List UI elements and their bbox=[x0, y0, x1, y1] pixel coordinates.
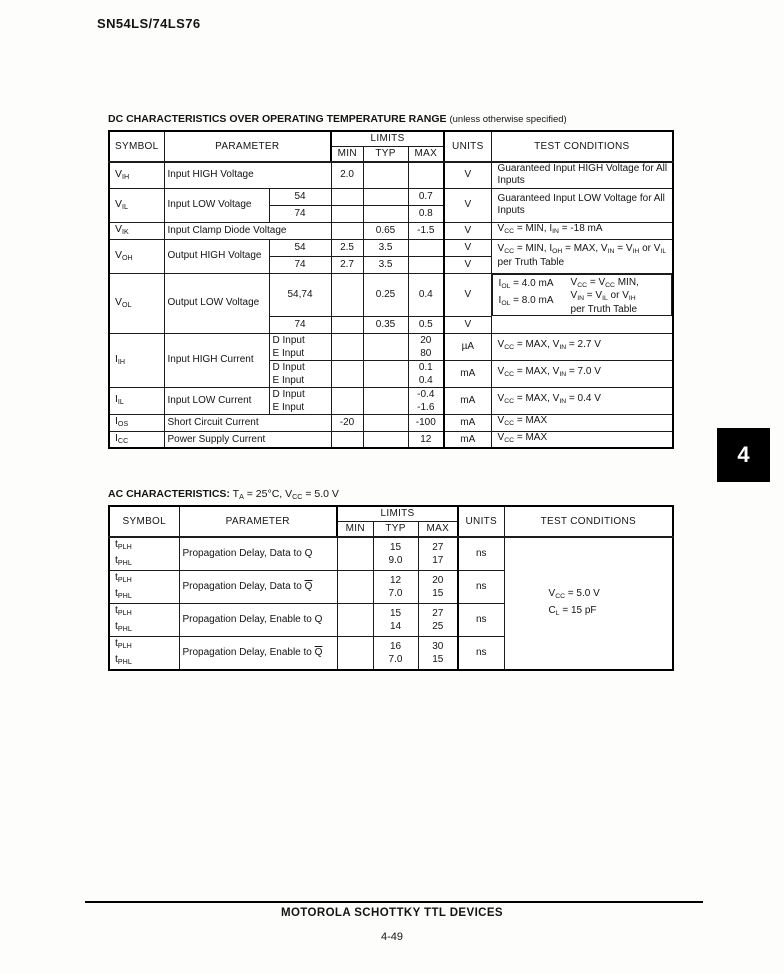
units-cell: V bbox=[444, 222, 491, 239]
max-line1: 20 bbox=[432, 574, 444, 586]
symbol-cell bbox=[109, 603, 179, 636]
max-line1: -0.4 bbox=[417, 388, 435, 400]
parameter-cell: Output HIGH Voltage bbox=[164, 239, 269, 273]
parameter-cell: Input HIGH Voltage bbox=[164, 162, 331, 188]
units-cell: mA bbox=[444, 431, 491, 448]
max-cell: 0.4 bbox=[408, 273, 444, 316]
parameter-cell: Propagation Delay, Data to Q bbox=[179, 537, 337, 570]
min-cell bbox=[331, 431, 363, 448]
typ-cell: 3.5 bbox=[363, 256, 408, 273]
chapter-tab: 4 bbox=[717, 428, 770, 482]
typ-cell: 0.25 bbox=[363, 273, 408, 316]
dc-header-row-1 bbox=[109, 131, 673, 147]
subparam-cell: 54 bbox=[269, 188, 331, 205]
typ-line1: 15 bbox=[389, 541, 402, 553]
max-cell bbox=[418, 636, 458, 669]
test-conditions-cell: $V_{CC}$ = MIN, $I_{OH}$ = MAX, $V_{IN} = V_{IH}$ or $V_{IL}$ per Truth Table bbox=[491, 239, 673, 273]
max-line1: 30 bbox=[432, 640, 444, 652]
units-cell: mA bbox=[444, 387, 491, 414]
ac-condition-line2: $C_L = 15$ pF bbox=[548, 605, 597, 618]
units-cell: V bbox=[444, 316, 491, 333]
max-cell bbox=[418, 537, 458, 570]
dc-section-title bbox=[108, 113, 567, 125]
typ-cell bbox=[373, 636, 418, 669]
parameter-cell: Input Clamp Diode Voltage bbox=[164, 222, 331, 239]
ac-col-header-max: MAX bbox=[418, 522, 458, 538]
min-cell bbox=[337, 570, 373, 603]
symbol-cell: $V_{IH}$ bbox=[109, 162, 164, 188]
min-cell: 2.7 bbox=[331, 256, 363, 273]
symbol-line1: $t_{PLH}$ bbox=[115, 570, 132, 584]
symbol-cell: $V_{OH}$ bbox=[109, 239, 164, 273]
max-cell bbox=[418, 603, 458, 636]
units-cell: mA bbox=[444, 360, 491, 387]
units-cell: V bbox=[444, 273, 491, 316]
table-row-vik bbox=[109, 222, 673, 239]
ac-col-header-symbol: SYMBOL bbox=[109, 506, 179, 537]
ac-col-header-parameter: PARAMETER bbox=[179, 506, 337, 537]
table-row-vol-5474 bbox=[109, 273, 673, 316]
max-line1: 20 bbox=[420, 334, 432, 346]
max-line1: 27 bbox=[432, 607, 444, 619]
max-cell bbox=[408, 239, 444, 256]
subparam-line1: D Input bbox=[272, 361, 305, 373]
min-cell: 2.0 bbox=[331, 162, 363, 188]
max-cell: 12 bbox=[408, 431, 444, 448]
units-cell: V bbox=[444, 162, 491, 188]
max-cell bbox=[408, 360, 444, 387]
subparam-cell bbox=[269, 333, 331, 360]
min-cell bbox=[331, 273, 363, 316]
typ-cell bbox=[363, 360, 408, 387]
typ-cell bbox=[373, 603, 418, 636]
max-line2: 80 bbox=[420, 347, 432, 359]
dc-col-header-parameter: PARAMETER bbox=[164, 131, 331, 162]
max-line1: 27 bbox=[432, 541, 444, 553]
min-cell bbox=[331, 222, 363, 239]
symbol-line2: $t_{PHL}$ bbox=[115, 553, 132, 567]
ac-col-header-typ: TYP bbox=[373, 522, 418, 538]
min-cell: 2.5 bbox=[331, 239, 363, 256]
max-line2: 15 bbox=[432, 587, 444, 599]
symbol-cell: $V_{IL}$ bbox=[109, 188, 164, 222]
symbol-cell: $I_{OS}$ bbox=[109, 414, 164, 431]
subparam-cell: 74 bbox=[269, 205, 331, 222]
parameter-cell: Output LOW Voltage bbox=[164, 273, 269, 333]
typ-cell bbox=[363, 414, 408, 431]
symbol-cell bbox=[109, 570, 179, 603]
ac-col-header-units: UNITS bbox=[458, 506, 504, 537]
test-conditions-cell: $V_{CC}$ = MAX, $V_{IN} = 0.4$ V bbox=[491, 387, 673, 414]
max-cell: 0.7 bbox=[408, 188, 444, 205]
ac-test-conditions-cell bbox=[504, 537, 673, 670]
typ-cell: 3.5 bbox=[363, 239, 408, 256]
dc-col-header-typ: TYP bbox=[363, 147, 408, 163]
test-conditions-cell: $V_{CC}$ = MAX bbox=[491, 431, 673, 448]
typ-cell bbox=[363, 205, 408, 222]
parameter-cell: Propagation Delay, Enable to Q bbox=[179, 603, 337, 636]
parameter-cell: Propagation Delay, Data to $\overline{Q}$ bbox=[179, 570, 337, 603]
parameter-cell: Power Supply Current bbox=[164, 431, 331, 448]
units-cell: mA bbox=[444, 414, 491, 431]
test-conditions-cell: $V_{CC}$ = MAX, $V_{IN} = 7.0$ V bbox=[491, 360, 673, 387]
min-cell bbox=[331, 188, 363, 205]
symbol-line1: $t_{PLH}$ bbox=[115, 538, 132, 551]
max-cell bbox=[408, 256, 444, 273]
subparam-cell: 54,74 bbox=[269, 273, 331, 316]
footer-title: MOTOROLA SCHOTTKY TTL DEVICES bbox=[280, 907, 504, 919]
test-conditions-cell: $V_{CC}$ = MIN, $I_{IN} = -18$ mA bbox=[491, 222, 673, 239]
table-row-icc bbox=[109, 431, 673, 448]
max-cell bbox=[408, 387, 444, 414]
vol-shared-condition-line3: per Truth Table bbox=[570, 304, 638, 316]
parameter-cell: Input LOW Current bbox=[164, 387, 269, 414]
parameter-cell: Short Circuit Current bbox=[164, 414, 331, 431]
typ-line1: 12 bbox=[389, 574, 402, 586]
typ-cell bbox=[363, 431, 408, 448]
max-line2: 25 bbox=[432, 620, 444, 632]
subparam-line1: D Input bbox=[272, 334, 305, 346]
units-cell: V bbox=[444, 256, 491, 273]
max-cell bbox=[408, 162, 444, 188]
subparam-cell: 74 bbox=[269, 256, 331, 273]
ac-section-title bbox=[108, 488, 339, 501]
symbol-cell: $V_{OL}$ bbox=[109, 273, 164, 333]
min-cell bbox=[337, 537, 373, 570]
subparam-cell: 74 bbox=[269, 316, 331, 333]
page-number: 4-49 bbox=[380, 931, 404, 943]
symbol-cell: $V_{IK}$ bbox=[109, 222, 164, 239]
vol-shared-condition bbox=[571, 275, 672, 316]
table-row-voh-54 bbox=[109, 239, 673, 256]
test-conditions-cell: Guaranteed Input LOW Voltage for All Inputs bbox=[491, 188, 673, 222]
symbol-cell bbox=[109, 636, 179, 669]
max-cell: -1.5 bbox=[408, 222, 444, 239]
min-cell bbox=[331, 387, 363, 414]
ac-header-row-1 bbox=[109, 506, 673, 522]
dc-col-header-min: MIN bbox=[331, 147, 363, 163]
typ-cell bbox=[363, 162, 408, 188]
table-row-data-to-q bbox=[109, 537, 673, 570]
symbol-cell bbox=[109, 537, 179, 570]
max-line2: 0.4 bbox=[418, 374, 433, 386]
units-cell: V bbox=[444, 188, 491, 222]
symbol-line1: $t_{PLH}$ bbox=[115, 603, 132, 617]
subparam-line2: E Input bbox=[272, 401, 305, 413]
footer-rule bbox=[85, 901, 703, 903]
max-line2: -1.6 bbox=[417, 401, 435, 413]
min-cell bbox=[331, 360, 363, 387]
dc-title-note: (unless otherwise specified) bbox=[449, 114, 567, 125]
table-row-iih-a bbox=[109, 333, 673, 360]
max-line1: 0.1 bbox=[418, 361, 433, 373]
typ-line2: 9.0 bbox=[388, 554, 403, 566]
units-cell: ns bbox=[458, 570, 504, 603]
dc-col-header-symbol: SYMBOL bbox=[109, 131, 164, 162]
typ-cell bbox=[363, 333, 408, 360]
vol-load-condition-2: $I_{OL} = 8.0$ mA bbox=[498, 294, 554, 307]
subparam-line2: E Input bbox=[272, 347, 305, 359]
vol-load-condition-1: $I_{OL} = 4.0$ mA bbox=[498, 277, 554, 290]
ac-col-header-test-conditions: TEST CONDITIONS bbox=[504, 506, 673, 537]
dc-title-text: DC CHARACTERISTICS OVER OPERATING TEMPERATURE RANGE bbox=[108, 113, 447, 125]
ac-col-header-min: MIN bbox=[337, 522, 373, 538]
symbol-line2: $t_{PHL}$ bbox=[115, 619, 132, 633]
symbol-line2: $t_{PHL}$ bbox=[115, 652, 132, 666]
test-conditions-cell: Guaranteed Input HIGH Voltage for All Inputs bbox=[491, 162, 673, 188]
dc-col-header-units: UNITS bbox=[444, 131, 491, 162]
units-cell: ns bbox=[458, 537, 504, 570]
page-title: SN54LS/74LS76 bbox=[97, 16, 201, 31]
typ-line1: 15 bbox=[389, 607, 402, 619]
parameter-cell: Input LOW Voltage bbox=[164, 188, 269, 222]
typ-cell bbox=[373, 537, 418, 570]
typ-cell bbox=[373, 570, 418, 603]
units-cell: V bbox=[444, 239, 491, 256]
typ-cell bbox=[363, 188, 408, 205]
ac-col-header-limits: LIMITS bbox=[337, 506, 458, 522]
units-cell: µA bbox=[444, 333, 491, 360]
dc-characteristics-table bbox=[108, 130, 674, 449]
symbol-cell: $I_{CC}$ bbox=[109, 431, 164, 448]
min-cell bbox=[337, 636, 373, 669]
vol-load-conditions bbox=[493, 275, 571, 316]
min-cell bbox=[331, 333, 363, 360]
max-line2: 15 bbox=[432, 653, 444, 665]
max-cell: 0.8 bbox=[408, 205, 444, 222]
parameter-cell: Input HIGH Current bbox=[164, 333, 269, 387]
subparam-line1: D Input bbox=[272, 388, 305, 400]
subparam-cell bbox=[269, 360, 331, 387]
symbol-line1: $t_{PLH}$ bbox=[115, 636, 132, 650]
dc-col-header-limits: LIMITS bbox=[331, 131, 444, 147]
vol-shared-condition-line2: $V_{IN} = V_{IL}$ or $V_{IH}$ bbox=[570, 290, 636, 303]
min-cell bbox=[331, 316, 363, 333]
typ-cell bbox=[363, 387, 408, 414]
max-cell: -100 bbox=[408, 414, 444, 431]
ac-title-conditions: $T_A = 25^\circ C$, $V_{CC} = 5.0$ V bbox=[232, 488, 339, 501]
min-cell: -20 bbox=[331, 414, 363, 431]
subparam-line2: E Input bbox=[272, 374, 305, 386]
typ-cell: 0.65 bbox=[363, 222, 408, 239]
parameter-cell: Propagation Delay, Enable to $\overline{Q}$ bbox=[179, 636, 337, 669]
typ-line2: 7.0 bbox=[388, 587, 403, 599]
max-cell: 0.5 bbox=[408, 316, 444, 333]
units-cell: ns bbox=[458, 603, 504, 636]
test-conditions-cell: $V_{CC}$ = MAX, $V_{IN} = 2.7$ V bbox=[491, 333, 673, 360]
min-cell bbox=[337, 603, 373, 636]
symbol-cell: $I_{IL}$ bbox=[109, 387, 164, 414]
max-cell bbox=[408, 333, 444, 360]
typ-cell: 0.35 bbox=[363, 316, 408, 333]
max-line2: 17 bbox=[432, 554, 444, 566]
ac-condition-line1: $V_{CC} = 5.0$ V bbox=[548, 587, 600, 600]
dc-col-header-test-conditions: TEST CONDITIONS bbox=[491, 131, 673, 162]
table-row-vih bbox=[109, 162, 673, 188]
subparam-cell: 54 bbox=[269, 239, 331, 256]
ac-title-text: AC CHARACTERISTICS: bbox=[108, 488, 230, 500]
ac-characteristics-table bbox=[108, 505, 674, 671]
units-cell: ns bbox=[458, 636, 504, 669]
table-row-iil bbox=[109, 387, 673, 414]
dc-col-header-max: MAX bbox=[408, 147, 444, 163]
symbol-cell: $I_{IH}$ bbox=[109, 333, 164, 387]
min-cell bbox=[331, 205, 363, 222]
subparam-cell bbox=[269, 387, 331, 414]
max-cell bbox=[418, 570, 458, 603]
table-row-ios bbox=[109, 414, 673, 431]
table-row-vil-54 bbox=[109, 188, 673, 205]
test-conditions-cell bbox=[492, 274, 673, 317]
typ-line1: 16 bbox=[389, 640, 402, 652]
test-conditions-cell: $V_{CC}$ = MAX bbox=[491, 414, 673, 431]
vol-shared-condition-line1: $V_{CC} = V_{CC}$ MIN, bbox=[570, 276, 639, 289]
typ-line2: 7.0 bbox=[388, 653, 403, 665]
symbol-line2: $t_{PHL}$ bbox=[115, 586, 132, 600]
typ-line2: 14 bbox=[389, 620, 402, 632]
